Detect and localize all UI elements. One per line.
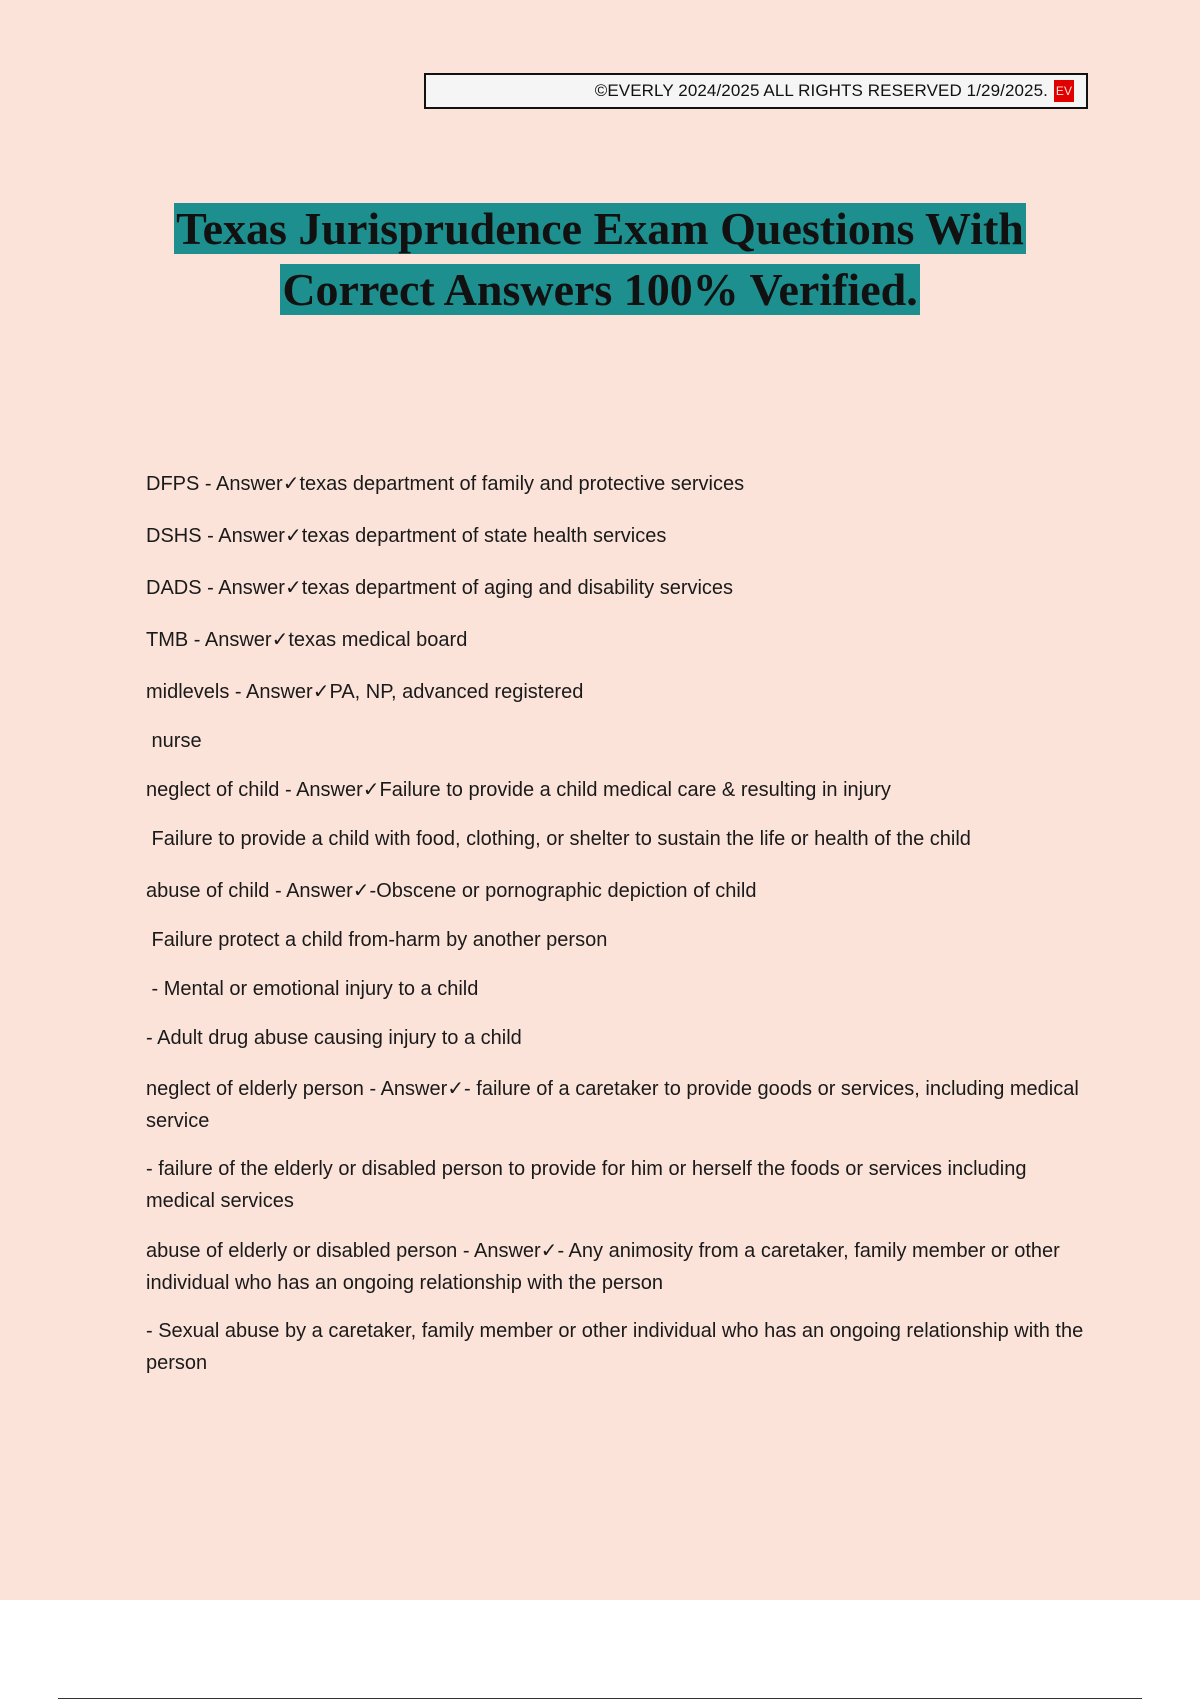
entry-answer: - Any animosity from a caretaker, family member or other individual who has an ongoing relationship with the person: [146, 1240, 1060, 1294]
entry-answer: texas department of state health services: [301, 525, 667, 547]
entry-answer: - failure of a caretaker to provide goods or services, including medical service: [146, 1078, 1079, 1132]
qa-continuation-drug-abuse: - Adult drug abuse causing injury to a child: [146, 1027, 522, 1049]
entry-term: neglect of elderly person - Answer: [146, 1078, 448, 1100]
qa-continuation-failure-protect: Failure protect a child from-harm by another person: [146, 929, 608, 951]
title-line-1: Texas Jurisprudence Exam Questions With: [176, 203, 1024, 254]
entry-term: DADS - Answer: [146, 577, 285, 599]
copyright-text: ©EVERLY 2024/2025 ALL RIGHTS RESERVED 1/29/2025.: [594, 81, 1048, 100]
qa-continuation-food-clothing: Failure to provide a child with food, clothing, or shelter to sustain the life or health of the child: [146, 828, 971, 850]
qa-entry-tmb: [146, 624, 1096, 656]
qa-content: [146, 468, 1096, 1379]
check-icon: ✓: [447, 1078, 465, 1100]
check-icon: ✓: [362, 779, 380, 801]
footer-divider: [58, 1698, 1142, 1699]
everly-logo-mark: EV: [1054, 80, 1074, 102]
check-icon: ✓: [271, 629, 289, 651]
check-icon: ✓: [284, 525, 302, 547]
copyright-header: [424, 73, 1088, 109]
entry-answer: Failure to provide a child medical care & resulting in injury: [379, 779, 891, 801]
entry-answer: texas department of family and protective services: [299, 473, 745, 495]
qa-entry-abuse-of-child: [146, 875, 1096, 907]
check-icon: ✓: [312, 681, 330, 703]
qa-continuation-sexual-abuse: - Sexual abuse by a caretaker, family member or other individual who has an ongoing relationship with the person: [146, 1320, 1084, 1374]
check-icon: ✓: [540, 1240, 558, 1262]
entry-answer: -Obscene or pornographic depiction of child: [369, 880, 757, 902]
qa-entry-dads: [146, 572, 1096, 604]
qa-entry-neglect-of-elderly: [146, 1073, 1096, 1137]
entry-term: abuse of child - Answer: [146, 880, 353, 902]
qa-continuation-nurse: nurse: [146, 730, 202, 752]
entry-term: abuse of elderly or disabled person - Answer: [146, 1240, 541, 1262]
qa-entry-midlevels: [146, 676, 1096, 708]
qa-continuation-failure-elderly: - failure of the elderly or disabled person to provide for him or herself the foods or services including medical services: [146, 1158, 1027, 1212]
check-icon: ✓: [284, 577, 302, 599]
title-line-2: Correct Answers 100% Verified.: [282, 264, 918, 315]
check-icon: ✓: [352, 880, 370, 902]
entry-answer: texas medical board: [288, 629, 468, 651]
qa-entry-abuse-of-elderly: [146, 1235, 1096, 1299]
qa-entry-dshs: [146, 520, 1096, 552]
check-icon: ✓: [282, 473, 300, 495]
entry-answer: PA, NP, advanced registered: [329, 681, 584, 703]
entry-term: DSHS - Answer: [146, 525, 285, 547]
qa-continuation-mental-injury: - Mental or emotional injury to a child: [146, 978, 479, 1000]
qa-entry-dfps: [146, 468, 1096, 500]
entry-answer: texas department of aging and disability services: [301, 577, 734, 599]
entry-term: midlevels - Answer: [146, 681, 313, 703]
qa-entry-neglect-of-child: [146, 774, 1096, 806]
document-title: [0, 198, 1200, 320]
entry-term: neglect of child - Answer: [146, 779, 363, 801]
entry-term: TMB - Answer: [146, 629, 272, 651]
entry-term: DFPS - Answer: [146, 473, 283, 495]
